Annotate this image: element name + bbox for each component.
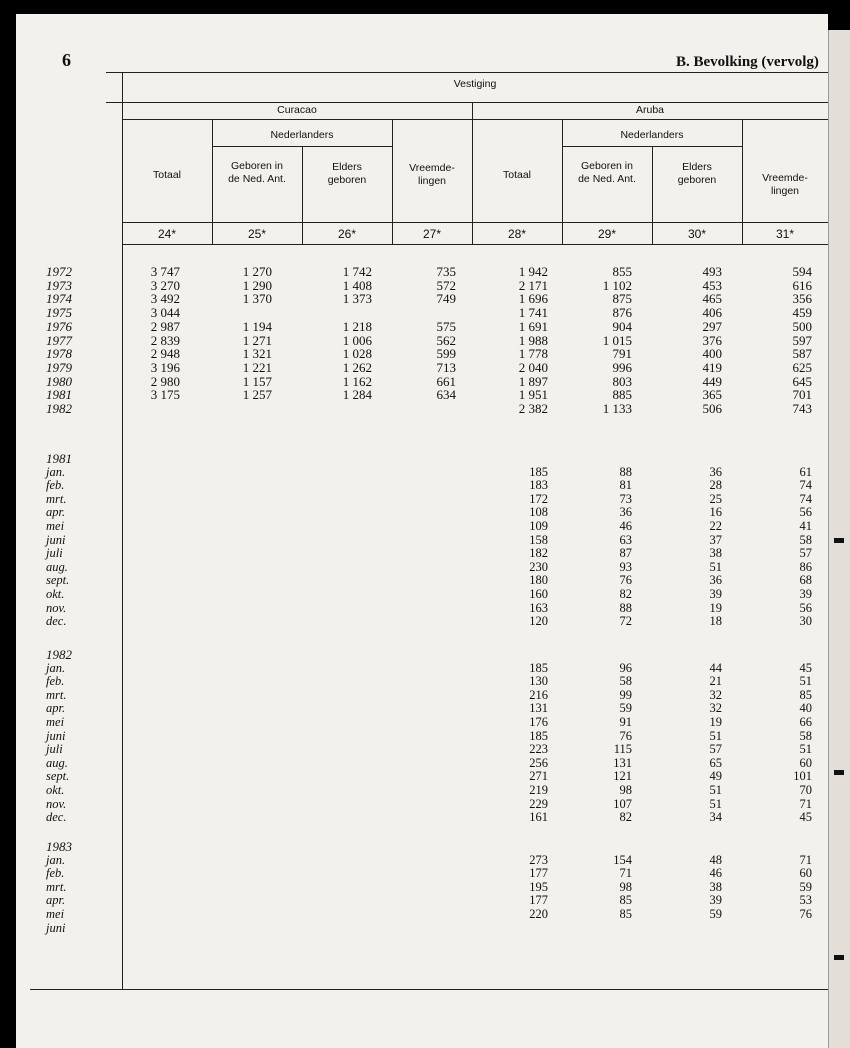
table-cell: 1 696 <box>518 291 548 307</box>
year-label: 1974 <box>46 291 72 307</box>
table-cell: 562 <box>436 332 456 348</box>
month-label: aug. <box>46 755 68 770</box>
table-cell: 1 194 <box>242 318 272 334</box>
table-cell: 634 <box>436 387 456 403</box>
table-cell: 1 270 <box>242 264 272 279</box>
header-geboren-aruba: Geboren in de Ned. Ant. <box>578 160 636 185</box>
table-cell: 57 <box>799 546 812 561</box>
table-cell: 216 <box>529 687 548 702</box>
month-label: nov. <box>46 600 67 615</box>
table-cell: 107 <box>613 796 632 811</box>
table-cell: 46 <box>709 866 722 881</box>
table-cell: 74 <box>799 478 812 493</box>
table-cell: 96 <box>619 660 632 675</box>
table-cell: 1 942 <box>518 264 548 279</box>
header-aruba: Aruba <box>635 104 665 116</box>
month-label: okt. <box>46 587 65 601</box>
table-cell: 449 <box>702 373 722 389</box>
month-label: feb. <box>46 478 65 493</box>
col-divider-30-31 <box>742 119 743 244</box>
table-cell: 996 <box>612 359 632 375</box>
table-cell: 1 951 <box>518 387 548 403</box>
header-vreemdelingen-curacao: Vreemde-lingen <box>409 162 455 187</box>
month-label: aug. <box>46 559 68 574</box>
table-cell: 39 <box>709 893 722 908</box>
month-label: apr. <box>46 893 66 908</box>
table-cell: 3 196 <box>150 359 180 375</box>
month-label: juli <box>46 546 63 561</box>
table-cell: 594 <box>792 264 812 279</box>
table-cell: 16 <box>709 505 722 520</box>
header-totaal-curacao: Totaal <box>152 169 182 181</box>
table-cell: 182 <box>529 546 548 561</box>
table-cell: 1 218 <box>342 318 372 334</box>
month-label: jan. <box>46 660 66 675</box>
table-cell: 256 <box>529 755 548 770</box>
year-label: 1980 <box>46 373 72 389</box>
column-number: 30* <box>687 227 707 241</box>
table-cell: 76 <box>799 907 812 921</box>
page-edge-mark <box>834 770 844 775</box>
table-cell: 1 028 <box>342 346 372 362</box>
month-label: juni <box>46 920 66 935</box>
table-cell: 131 <box>613 755 632 770</box>
month-label: mrt. <box>46 491 67 506</box>
table-cell: 803 <box>612 373 632 389</box>
month-label: jan. <box>46 852 66 867</box>
header-elders-aruba: Elders geboren <box>677 161 717 186</box>
month-label: mei <box>46 519 65 533</box>
year-label: 1982 <box>46 647 72 662</box>
table-cell: 1 221 <box>242 359 272 375</box>
table-cell: 58 <box>619 674 632 689</box>
table-cell: 82 <box>619 587 632 601</box>
table-cell: 2 382 <box>518 401 548 416</box>
table-cell: 406 <box>702 305 722 321</box>
month-label: mrt. <box>46 687 67 702</box>
table-cell: 72 <box>619 614 632 629</box>
table-cell: 108 <box>529 505 548 520</box>
table-cell: 93 <box>619 559 632 574</box>
table-cell: 81 <box>619 478 632 493</box>
header-totaal-aruba: Totaal <box>502 169 532 181</box>
year-label: 1972 <box>46 264 72 279</box>
table-cell: 180 <box>529 573 548 588</box>
table-cell: 51 <box>709 559 722 574</box>
table-cell: 41 <box>799 519 812 533</box>
table-cell: 875 <box>612 291 632 307</box>
header-vreemdelingen-aruba: Vreemde-lingen <box>762 172 808 197</box>
table-cell: 71 <box>799 796 812 811</box>
table-cell: 85 <box>619 893 632 908</box>
table-cell: 36 <box>709 464 722 479</box>
table-cell: 161 <box>529 810 548 825</box>
table-cell: 98 <box>619 783 632 797</box>
table-cell: 3 747 <box>150 264 180 279</box>
table-cell: 1 741 <box>518 305 548 321</box>
table-cell: 85 <box>799 687 812 702</box>
stub-divider <box>122 72 123 989</box>
table-cell: 1 691 <box>518 318 548 334</box>
column-number: 24* <box>157 227 177 241</box>
table-cell: 73 <box>619 491 632 506</box>
table-cell: 130 <box>529 674 548 689</box>
month-label: sept. <box>46 769 70 784</box>
table-cell: 177 <box>529 866 548 881</box>
table-cell: 85 <box>619 907 632 921</box>
table-cell: 2 987 <box>150 318 180 334</box>
table-cell: 365 <box>702 387 722 403</box>
table-cell: 1 778 <box>518 346 548 362</box>
table-cell: 1 897 <box>518 373 548 389</box>
table-cell: 1 157 <box>242 373 272 389</box>
year-label: 1976 <box>46 318 72 334</box>
col-divider-26-27 <box>392 119 393 244</box>
table-cell: 91 <box>619 715 632 729</box>
table-cell: 177 <box>529 893 548 908</box>
month-label: dec. <box>46 810 67 825</box>
table-cell: 2 040 <box>518 359 548 375</box>
year-label: 1982 <box>46 401 72 416</box>
table-cell: 60 <box>799 755 812 770</box>
column-number: 26* <box>337 227 357 241</box>
table-cell: 30 <box>799 614 812 629</box>
table-cell: 99 <box>619 687 632 702</box>
table-cell: 120 <box>529 614 548 629</box>
table-cell: 2 948 <box>150 346 180 362</box>
table-cell: 76 <box>619 573 632 588</box>
month-label: nov. <box>46 796 67 811</box>
table-top-rule <box>106 72 828 73</box>
table-cell: 356 <box>792 291 812 307</box>
table-cell: 297 <box>702 318 722 334</box>
table-cell: 1 321 <box>242 346 272 362</box>
table-cell: 575 <box>436 318 456 334</box>
rule-below-colnumbers <box>122 244 828 245</box>
table-cell: 60 <box>799 866 812 881</box>
table-cell: 506 <box>702 401 722 416</box>
table-cell: 45 <box>799 660 812 675</box>
table-cell: 230 <box>529 559 548 574</box>
table-cell: 1 290 <box>242 277 272 293</box>
table-cell: 58 <box>799 532 812 547</box>
month-label: jan. <box>46 464 66 479</box>
table-cell: 68 <box>799 573 812 588</box>
table-cell: 1 006 <box>342 332 372 348</box>
table-cell: 185 <box>529 660 548 675</box>
table-cell: 1 162 <box>342 373 372 389</box>
header-nederlanders-curacao: Nederlanders <box>270 129 334 141</box>
table-cell: 616 <box>792 277 812 293</box>
column-number: 27* <box>422 227 442 241</box>
table-cell: 183 <box>529 478 548 493</box>
table-cell: 51 <box>709 783 722 797</box>
table-cell: 39 <box>709 587 722 601</box>
table-cell: 32 <box>709 687 722 702</box>
month-label: apr. <box>46 701 66 716</box>
page-edge-mark <box>834 955 844 960</box>
table-cell: 645 <box>792 373 812 389</box>
month-label: feb. <box>46 674 65 689</box>
table-cell: 376 <box>702 332 722 348</box>
rule-below-vestiging <box>106 102 828 103</box>
table-cell: 51 <box>709 728 722 743</box>
table-cell: 701 <box>792 387 812 403</box>
table-cell: 1 373 <box>342 291 372 307</box>
table-cell: 597 <box>792 332 812 348</box>
table-cell: 2 980 <box>150 373 180 389</box>
table-cell: 32 <box>709 701 722 716</box>
month-label: sept. <box>46 573 70 588</box>
table-cell: 163 <box>529 600 548 615</box>
month-label: mei <box>46 907 65 921</box>
table-cell: 1 262 <box>342 359 372 375</box>
table-cell: 453 <box>702 277 722 293</box>
table-cell: 1 408 <box>342 277 372 293</box>
table-cell: 1 988 <box>518 332 548 348</box>
table-cell: 1 257 <box>242 387 272 403</box>
table-cell: 19 <box>709 600 722 615</box>
table-cell: 791 <box>612 346 632 362</box>
table-cell: 76 <box>619 728 632 743</box>
column-number: 25* <box>247 227 267 241</box>
table-cell: 46 <box>619 519 632 533</box>
year-label: 1979 <box>46 359 72 375</box>
table-cell: 34 <box>709 810 722 825</box>
year-label: 1981 <box>46 451 72 466</box>
header-nederlanders-aruba: Nederlanders <box>620 129 684 141</box>
table-cell: 465 <box>702 291 722 307</box>
year-label: 1978 <box>46 346 72 362</box>
year-label: 1977 <box>46 332 72 348</box>
table-cell: 1 271 <box>242 332 272 348</box>
table-cell: 185 <box>529 464 548 479</box>
table-cell: 21 <box>709 674 722 689</box>
column-number: 31* <box>775 227 795 241</box>
month-label: feb. <box>46 866 65 881</box>
rule-above-colnumbers <box>122 222 828 223</box>
column-number: 28* <box>507 227 527 241</box>
table-cell: 223 <box>529 742 548 757</box>
table-cell: 185 <box>529 728 548 743</box>
month-label: dec. <box>46 614 67 629</box>
table-cell: 25 <box>709 491 722 506</box>
table-cell: 271 <box>529 769 548 784</box>
header-elders-curacao: Elders geboren <box>327 161 367 186</box>
month-label: okt. <box>46 783 65 797</box>
header-vestiging: Vestiging <box>453 78 497 90</box>
table-cell: 40 <box>799 701 812 716</box>
table-cell: 44 <box>709 660 722 675</box>
table-cell: 59 <box>799 879 812 894</box>
table-cell: 1 742 <box>342 264 372 279</box>
table-cell: 56 <box>799 600 812 615</box>
table-cell: 493 <box>702 264 722 279</box>
header-curacao: Curacao <box>277 104 317 116</box>
table-cell: 51 <box>799 742 812 757</box>
table-cell: 59 <box>619 701 632 716</box>
table-cell: 219 <box>529 783 548 797</box>
table-cell: 1 133 <box>602 401 632 416</box>
column-number: 29* <box>597 227 617 241</box>
table-cell: 1 370 <box>242 291 272 307</box>
table-cell: 51 <box>709 796 722 811</box>
table-cell: 154 <box>613 852 632 867</box>
table-cell: 45 <box>799 810 812 825</box>
table-cell: 36 <box>619 505 632 520</box>
table-cell: 855 <box>612 264 632 279</box>
table-cell: 39 <box>799 587 812 601</box>
table-cell: 3 270 <box>150 277 180 293</box>
table-cell: 71 <box>799 852 812 867</box>
table-cell: 59 <box>709 907 722 921</box>
table-cell: 229 <box>529 796 548 811</box>
table-cell: 500 <box>792 318 812 334</box>
table-cell: 88 <box>619 464 632 479</box>
table-cell: 735 <box>436 264 456 279</box>
table-cell: 121 <box>613 769 632 784</box>
table-cell: 2 839 <box>150 332 180 348</box>
table-cell: 904 <box>612 318 632 334</box>
table-cell: 19 <box>709 715 722 729</box>
table-cell: 115 <box>613 742 632 757</box>
table-cell: 82 <box>619 810 632 825</box>
table-cell: 220 <box>529 907 548 921</box>
table-cell: 661 <box>436 373 456 389</box>
table-cell: 56 <box>799 505 812 520</box>
table-cell: 63 <box>619 532 632 547</box>
month-label: juli <box>46 742 63 757</box>
table-cell: 172 <box>529 491 548 506</box>
table-cell: 743 <box>792 401 812 416</box>
table-cell: 36 <box>709 573 722 588</box>
table-cell: 1 102 <box>602 277 632 293</box>
table-cell: 109 <box>529 519 548 533</box>
page-number: 6 <box>62 50 71 70</box>
page-edge-mark <box>834 538 844 543</box>
table-cell: 74 <box>799 491 812 506</box>
table-cell: 53 <box>799 893 812 908</box>
table-cell: 3 044 <box>150 305 180 321</box>
table-cell: 587 <box>792 346 812 362</box>
table-cell: 71 <box>619 866 632 881</box>
table-cell: 131 <box>529 701 548 716</box>
table-cell: 48 <box>709 852 722 867</box>
table-cell: 38 <box>709 546 722 561</box>
rule-below-island <box>122 119 828 120</box>
table-cell: 58 <box>799 728 812 743</box>
table-cell: 160 <box>529 587 548 601</box>
table-cell: 876 <box>612 305 632 321</box>
table-cell: 273 <box>529 852 548 867</box>
table-bottom-rule <box>30 989 828 990</box>
table-cell: 599 <box>436 346 456 362</box>
table-cell: 2 171 <box>518 277 548 293</box>
header-geboren-curacao: Geboren in de Ned. Ant. <box>228 160 286 185</box>
table-cell: 49 <box>709 769 722 784</box>
table-cell: 419 <box>702 359 722 375</box>
table-cell: 3 492 <box>150 291 180 307</box>
table-cell: 37 <box>709 532 722 547</box>
table-cell: 87 <box>619 546 632 561</box>
table-cell: 51 <box>799 674 812 689</box>
year-label: 1973 <box>46 277 72 293</box>
month-label: mei <box>46 715 65 729</box>
table-cell: 22 <box>709 519 722 533</box>
table-cell: 98 <box>619 879 632 894</box>
table-cell: 61 <box>799 464 812 479</box>
table-cell: 885 <box>612 387 632 403</box>
table-cell: 28 <box>709 478 722 493</box>
month-label: juni <box>46 728 66 743</box>
table-cell: 86 <box>799 559 812 574</box>
table-cell: 400 <box>702 346 722 362</box>
table-cell: 158 <box>529 532 548 547</box>
table-cell: 195 <box>529 879 548 894</box>
month-label: apr. <box>46 505 66 520</box>
table-cell: 572 <box>436 277 456 293</box>
table-cell: 749 <box>436 291 456 307</box>
table-cell: 1 015 <box>602 332 632 348</box>
table-cell: 1 284 <box>342 387 372 403</box>
table-cell: 65 <box>709 755 722 770</box>
table-cell: 18 <box>709 614 722 629</box>
table-cell: 625 <box>792 359 812 375</box>
table-cell: 101 <box>793 769 812 784</box>
table-cell: 57 <box>709 742 722 757</box>
table-cell: 88 <box>619 600 632 615</box>
table-cell: 38 <box>709 879 722 894</box>
table-cell: 176 <box>529 715 548 729</box>
month-label: mrt. <box>46 879 67 894</box>
table-cell: 3 175 <box>150 387 180 403</box>
section-title: B. Bevolking (vervolg) <box>676 54 819 70</box>
table-cell: 713 <box>436 359 456 375</box>
table-cell: 70 <box>799 783 812 797</box>
year-label: 1981 <box>46 387 72 403</box>
table-cell: 459 <box>792 305 812 321</box>
table-cell: 66 <box>799 715 812 729</box>
year-label: 1975 <box>46 305 72 321</box>
month-label: juni <box>46 532 66 547</box>
year-label: 1983 <box>46 839 72 854</box>
document-page <box>16 14 828 1048</box>
